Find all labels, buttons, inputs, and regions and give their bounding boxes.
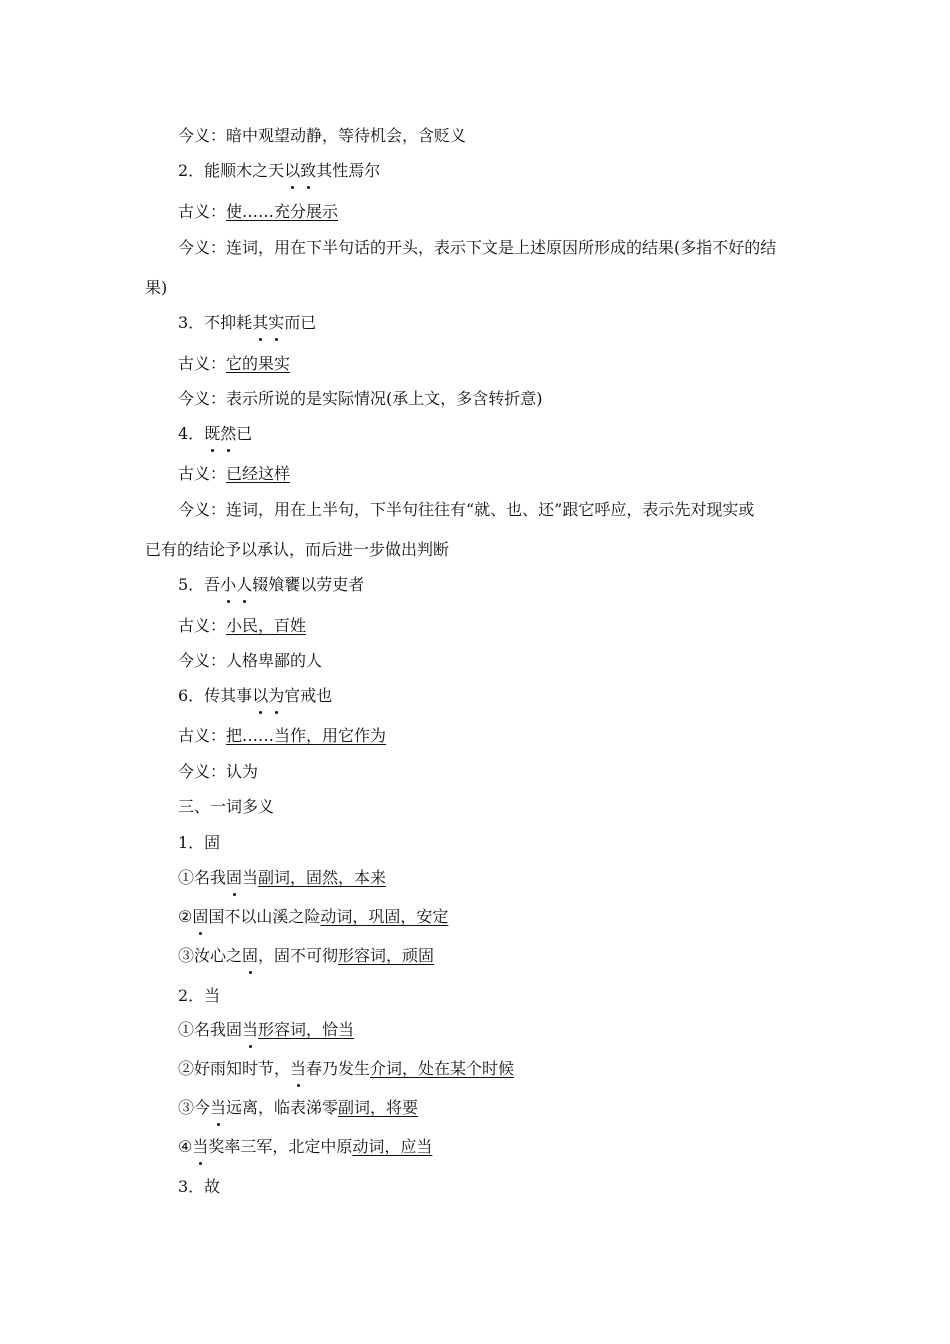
line-jin-yi-1: 今义：暗中观望动静，等待机会，含贬义 <box>178 126 467 145</box>
dotted-char: 固 <box>242 946 259 965</box>
line-gu-yi-6: 古义：把……当作，用它作为 <box>178 726 387 745</box>
dotted-char: 其 <box>252 313 269 332</box>
line-gu-yi-5: 古义：小民，百姓 <box>178 616 307 635</box>
section-heading-yi-ci-duo-yi: 三、一词多义 <box>178 797 275 816</box>
underlined-answer: 它的果实 <box>226 354 291 373</box>
dotted-char: 然 <box>220 424 237 443</box>
gu-sense-3: ③汝心之固，固不可彻形容词，顽固 <box>178 946 435 965</box>
line-jin-yi-6: 今义：认为 <box>178 762 259 781</box>
line-gu-yi-2: 古义：使……充分展示 <box>178 202 339 221</box>
dotted-char: 当 <box>290 1059 307 1078</box>
underlined-answer: 动词，应当 <box>352 1137 433 1156</box>
line-jin-yi-4b: 已有的结论予以承认，而后进一步做出判断 <box>145 540 450 559</box>
word-heading-gu: 1．固 <box>178 833 221 852</box>
word-heading-gu-2: 3．故 <box>178 1177 221 1196</box>
underlined-answer: 副词，固然，本来 <box>258 868 387 887</box>
underlined-answer: 介词，处在某个时候 <box>370 1059 515 1078</box>
dang-sense-1: ①名我固当形容词，恰当 <box>178 1020 355 1039</box>
line-item-3: 3．不抑耗其实而已 <box>178 313 317 332</box>
underlined-answer: 小民，百姓 <box>226 616 307 635</box>
line-jin-yi-2b: 果) <box>145 278 168 297</box>
underlined-answer: 形容词，恰当 <box>258 1020 355 1039</box>
underlined-answer: 使……充分展示 <box>226 202 339 221</box>
underlined-answer: 形容词，顽固 <box>338 946 435 965</box>
dotted-char: 人 <box>236 575 253 594</box>
dotted-char: 致 <box>300 161 317 180</box>
dotted-char: 当 <box>242 1020 259 1039</box>
dotted-char: 实 <box>268 313 285 332</box>
dotted-char: 当 <box>210 1098 227 1117</box>
line-gu-yi-3: 古义：它的果实 <box>178 354 291 373</box>
dang-sense-4: ④当奖率三军，北定中原动词，应当 <box>178 1137 433 1156</box>
underlined-answer: 动词，巩固，安定 <box>320 907 449 926</box>
gu-sense-1: ①名我固当副词，固然，本来 <box>178 868 387 887</box>
line-gu-yi-4: 古义：已经这样 <box>178 464 291 483</box>
line-jin-yi-4a: 今义：连词，用在上半句，下半句往往有“就、也、还”跟它呼应，表示先对现实或 <box>178 500 755 519</box>
line-item-2: 2．能顺木之天以致其性焉尔 <box>178 161 381 180</box>
line-jin-yi-2a: 今义：连词，用在下半句话的开头，表示下文是上述原因所形成的结果(多指不好的结 <box>178 238 777 257</box>
dotted-char: 当 <box>192 1137 209 1156</box>
underlined-answer: 把……当作，用它作为 <box>226 726 387 745</box>
dang-sense-3: ③今当远离，临表涕零副词，将要 <box>178 1098 419 1117</box>
line-jin-yi-3: 今义：表示所说的是实际情况(承上文，多含转折意) <box>178 389 543 408</box>
underlined-answer: 已经这样 <box>226 464 291 483</box>
line-item-5: 5．吾小人辍飧饔以劳吏者 <box>178 575 365 594</box>
dotted-char: 为 <box>268 686 285 705</box>
gu-sense-2: ②固国不以山溪之险动词，巩固，安定 <box>178 907 449 926</box>
dotted-char: 固 <box>226 868 243 887</box>
dang-sense-2: ②好雨知时节，当春乃发生介词，处在某个时候 <box>178 1059 515 1078</box>
dotted-char: 固 <box>192 907 209 926</box>
dotted-char: 既 <box>204 424 221 443</box>
line-item-6: 6．传其事以为官戒也 <box>178 686 333 705</box>
dotted-char: 小 <box>220 575 237 594</box>
line-jin-yi-5: 今义：人格卑鄙的人 <box>178 651 323 670</box>
word-heading-dang: 2．当 <box>178 986 221 1005</box>
line-item-4: 4．既然已 <box>178 424 253 443</box>
dotted-char: 以 <box>252 686 269 705</box>
dotted-char: 以 <box>284 161 301 180</box>
underlined-answer: 副词，将要 <box>338 1098 419 1117</box>
